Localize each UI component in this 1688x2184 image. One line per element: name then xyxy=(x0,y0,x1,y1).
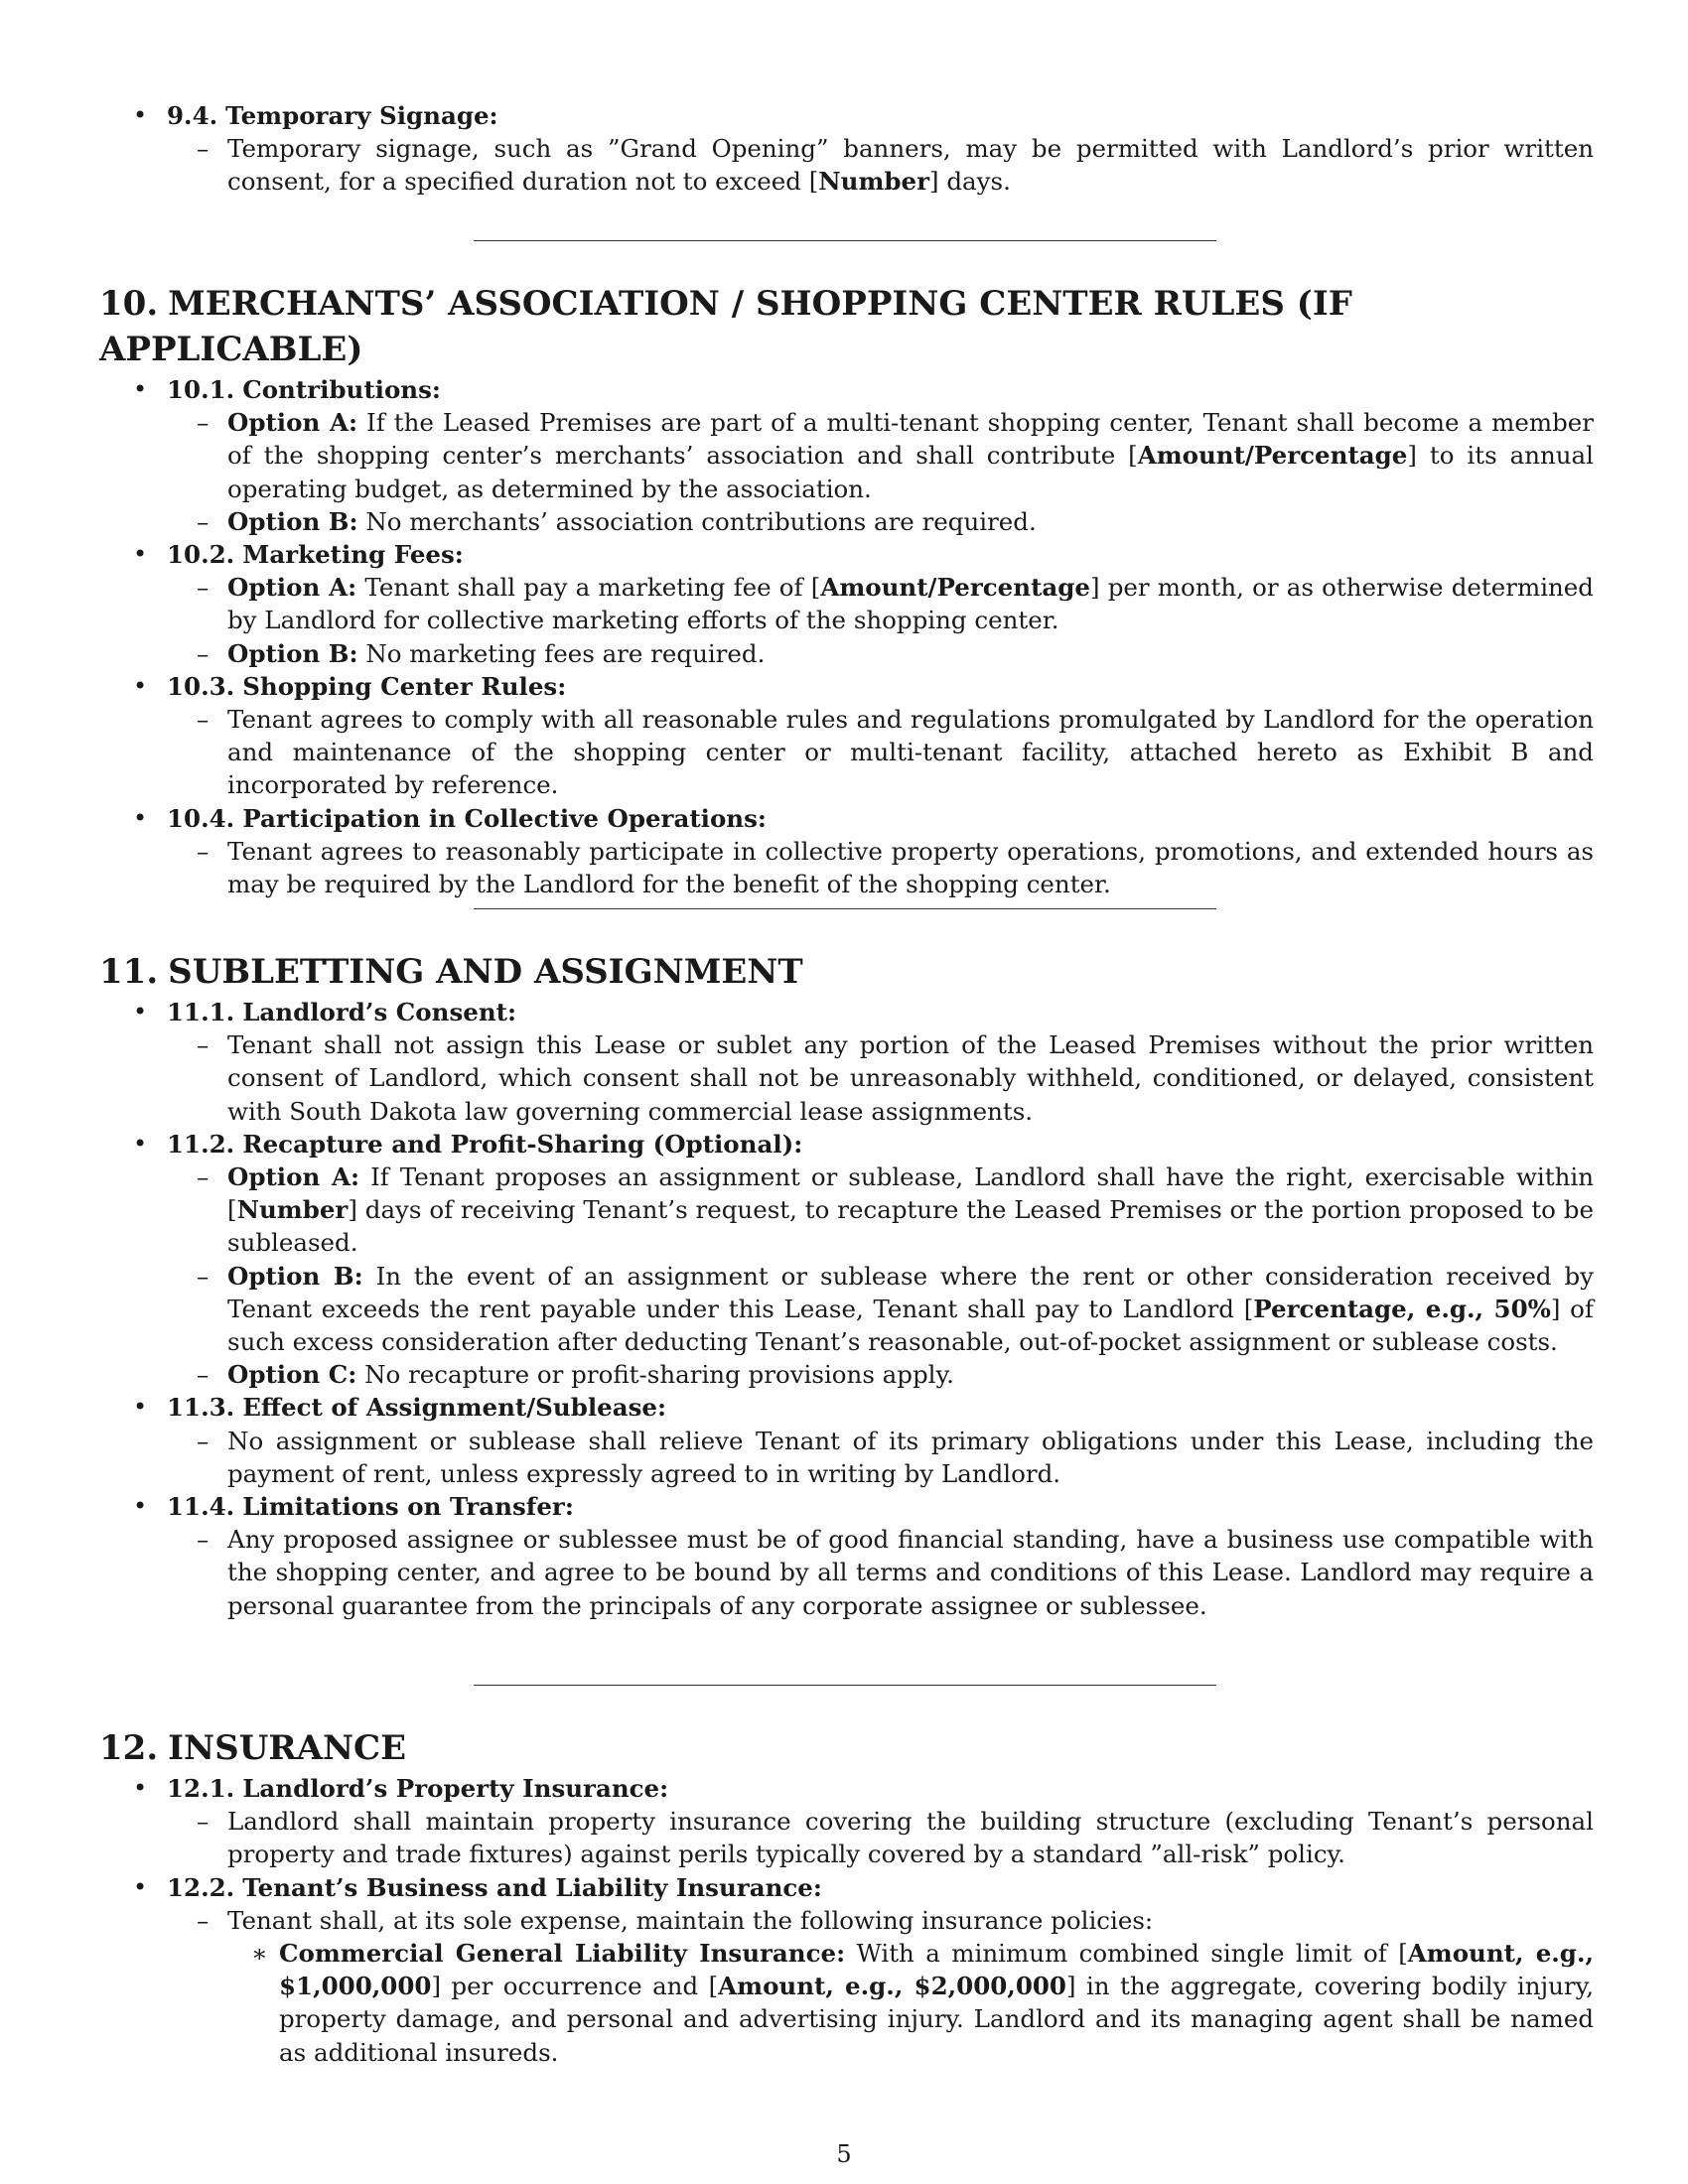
section-11 xyxy=(99,949,1594,1622)
item-text: – Tenant agrees to reasonably participate in collective property operations, promotions, and extended hours as may be required by the Landlord for the benefit of the shopping center. xyxy=(167,835,1594,900)
option-a: – Option A: If Tenant proposes an assignment or sublease, Landlord shall have the right, exercisable within [Number] days of receiving Tenant’s request, to recapture the Leased Premises or the portion proposed to be subleased. xyxy=(167,1160,1594,1260)
item-heading: • 10.1. Contributions: xyxy=(167,375,441,404)
item-text: – Any proposed assignee or sublessee must be of good financial standing, have a business use compatible with the shopping center, and agree to be bound by all terms and conditions of this Lease. Landlord may require a personal guarantee from the principals of any corporate assignee or sublessee. xyxy=(167,1523,1594,1622)
cgl-insurance-item: ∗ Commercial General Liability Insurance: With a minimum combined single limit of [Amount, e.g., $1,000,000] per occurrence and [Amount, e.g., $2,000,000] in the aggregate, covering bodily injury, property damage, and personal and advertising injury. Landlord and its managing agent shall be named as additional insureds. xyxy=(227,1937,1594,2069)
item-heading: • 10.2. Marketing Fees: xyxy=(167,540,464,570)
option-a: – Option A: Tenant shall pay a marketing fee of [Amount/Percentage] per month, or as otherwise determined by Landlord for collective marketing efforts of the shopping center. xyxy=(167,571,1594,636)
item-heading: • 11.2. Recapture and Profit-Sharing (Optional): xyxy=(167,1129,803,1159)
item-text: – Tenant shall not assign this Lease or sublet any portion of the Leased Premises without the prior written consent of Landlord, which consent shall not be unreasonably withheld, conditioned, or delayed, consistent with South Dakota law governing commercial lease assignments. xyxy=(167,1028,1594,1128)
section-divider xyxy=(474,1685,1216,1686)
section-title: 10. MERCHANTS’ ASSOCIATION / SHOPPING CENTER RULES (IF APPLICABLE) xyxy=(99,284,1352,369)
item-10-3 xyxy=(99,670,1594,802)
item-10-1 xyxy=(99,373,1594,538)
item-heading: • 11.4. Limitations on Transfer: xyxy=(167,1492,574,1522)
option-b: – Option B: In the event of an assignment or sublease where the rent or other consideration received by Tenant exceeds the rent payable under this Lease, Tenant shall pay to Landlord [Percentage, e.g., 50%] of such excess consideration after deducting Tenant’s reasonable, out-of-pocket assignment or sublease costs. xyxy=(167,1260,1594,1359)
section-divider xyxy=(474,240,1216,241)
item-heading: • 12.2. Tenant’s Business and Liability Insurance: xyxy=(167,1872,822,1902)
section-9-continuation xyxy=(99,99,1594,199)
item-text: – Tenant shall, at its sole expense, maintain the following insurance policies: ∗ Commercial General Liability Insurance: With a minimum combined single limit of [Amount, e.g., $1,000,000] per occurrence and [Amount, e.g., $2,000,000] in the aggregate, covering bodily injury, property damage, and personal and advertising injury. Landlord and its managing agent shall be named as additional insureds. xyxy=(167,1904,1594,2069)
option-b: – Option B: No marketing fees are required. xyxy=(167,637,1594,670)
section-10 xyxy=(99,281,1594,900)
item-11-1 xyxy=(99,996,1594,1128)
item-text: – No assignment or sublease shall relieve Tenant of its primary obligations under this Lease, including the payment of rent, unless expressly agreed to in writing by Landlord. xyxy=(167,1425,1594,1490)
item-heading: • 10.3. Shopping Center Rules: xyxy=(167,671,567,701)
item-heading: • 11.1. Landlord’s Consent: xyxy=(167,998,516,1026)
item-heading: • 12.1. Landlord’s Property Insurance: xyxy=(167,1774,669,1803)
item-text: – Landlord shall maintain property insurance covering the building structure (excluding Tenant’s personal property and trade fixtures) against perils typically covered by a standard ”all-risk” policy. xyxy=(167,1805,1594,1870)
item-11-4 xyxy=(99,1490,1594,1622)
item-text: – Temporary signage, such as ”Grand Opening” banners, may be permitted with Landlord’s prior written consent, for a specified duration not to exceed [Number] days. xyxy=(167,132,1594,198)
section-12 xyxy=(99,1725,1594,2069)
option-a: – Option A: If the Leased Premises are part of a multi-tenant shopping center, Tenant shall become a member of the shopping center’s merchants’ association and shall contribute [Amount/Percentage] to its annual operating budget, as determined by the association. xyxy=(167,406,1594,505)
item-text: – Tenant agrees to comply with all reasonable rules and regulations promulgated by Landlord for the operation and maintenance of the shopping center or multi-tenant facility, attached hereto as Exhibit B and incorporated by reference. xyxy=(167,703,1594,802)
item-12-1 xyxy=(99,1772,1594,1871)
item-heading: • 11.3. Effect of Assignment/Sublease: xyxy=(167,1393,667,1423)
item-10-2 xyxy=(99,538,1594,670)
option-c: – Option C: No recapture or profit-sharing provisions apply. xyxy=(167,1358,1594,1391)
item-12-2 xyxy=(99,1871,1594,2069)
item-11-2 xyxy=(99,1128,1594,1392)
option-b: – Option B: No merchants’ association contributions are required. xyxy=(167,505,1594,538)
item-heading: • 9.4. Temporary Signage: xyxy=(167,101,498,130)
item-heading: • 10.4. Participation in Collective Operations: xyxy=(167,803,767,833)
item-11-3 xyxy=(99,1391,1594,1490)
item-10-4 xyxy=(99,802,1594,901)
section-title: 11. SUBLETTING AND ASSIGNMENT xyxy=(99,952,803,992)
page-number: 5 xyxy=(836,2140,852,2168)
section-divider xyxy=(474,908,1216,909)
item-9-4 xyxy=(99,99,1594,199)
section-title: 12. INSURANCE xyxy=(99,1728,407,1768)
